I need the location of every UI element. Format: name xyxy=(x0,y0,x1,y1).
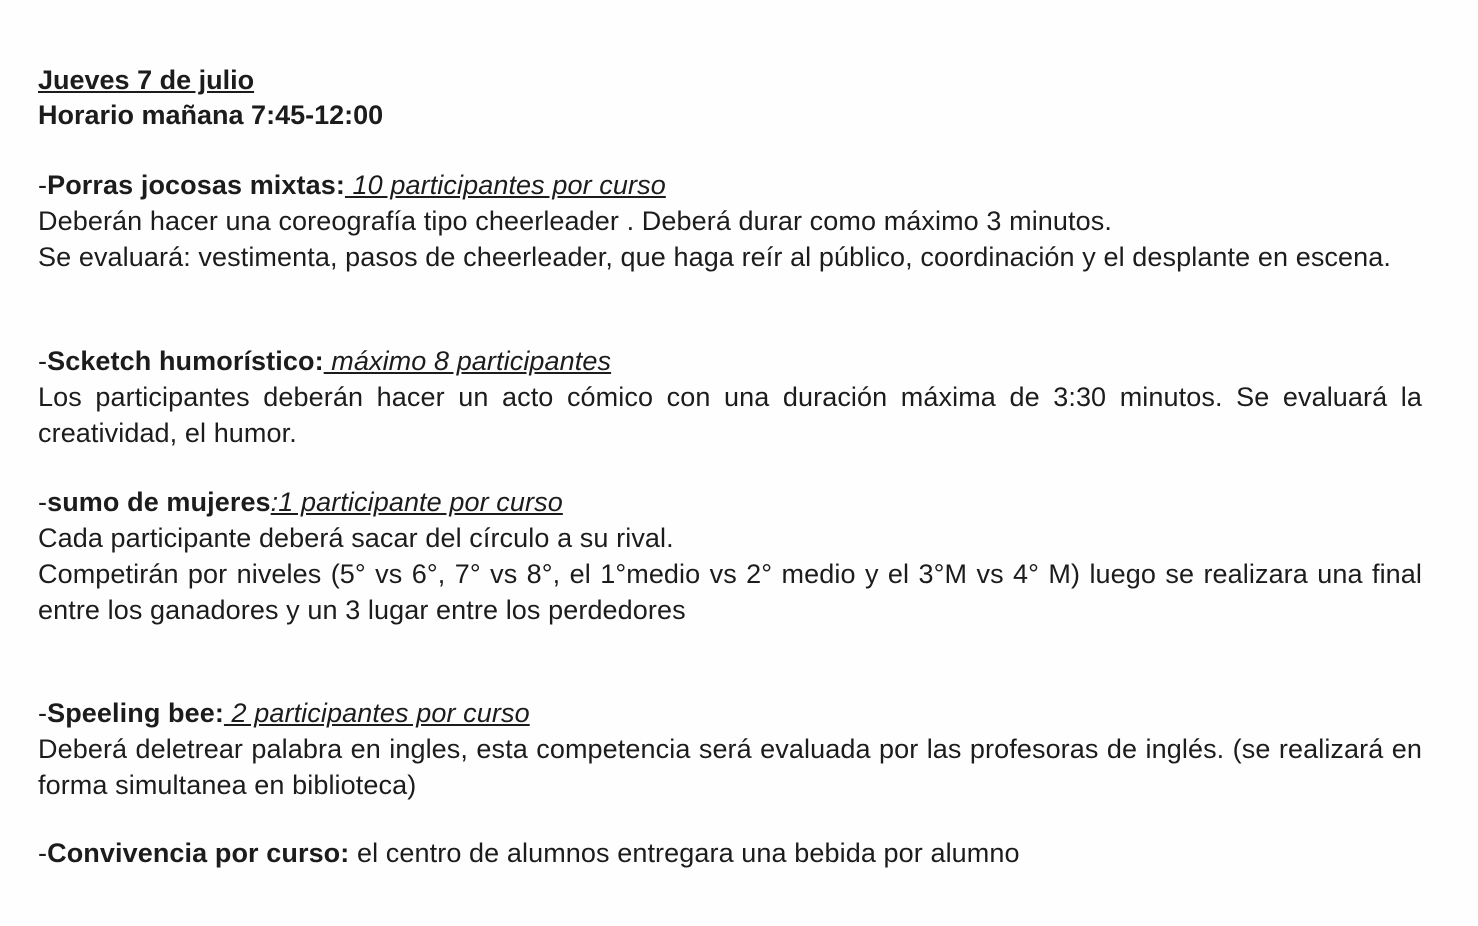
section-description: Competirán por niveles (5° vs 6°, 7° vs 8°, el 1°medio vs 2° medio y el 3°M vs 4° M) luego se realizara una final entre los ganadores y un 3 lugar entre los perdedores xyxy=(38,559,1422,625)
section-title-line xyxy=(38,167,1422,203)
section-prefix: - xyxy=(38,487,48,517)
section-participants: :1 participante por curso xyxy=(270,487,563,517)
section-porras xyxy=(38,167,1422,275)
section-prefix: - xyxy=(38,838,48,868)
section-participants: 2 participantes por curso xyxy=(223,698,530,728)
section-title: Speeling bee: xyxy=(47,698,224,728)
section-description: Cada participante deberá sacar del círculo a su rival. xyxy=(38,523,674,553)
section-title-line xyxy=(38,835,1422,871)
section-note: el centro de alumnos entregara una bebida por alumno xyxy=(349,838,1020,868)
section-description: Deberán hacer una coreografía tipo cheerleader . Deberá durar como máximo 3 minutos. xyxy=(38,206,1112,236)
section-convivencia xyxy=(38,835,1422,871)
section-description: Los participantes deberán hacer un acto cómico con una duración máxima de 3:30 minutos. Se evaluará la creatividad, el humor. xyxy=(38,382,1422,448)
schedule-heading: Horario mañana 7:45-12:00 xyxy=(38,100,384,130)
section-prefix: - xyxy=(38,346,48,376)
section-description: Se evaluará: vestimenta, pasos de cheerleader, que haga reír al público, coordinación y el desplante en escena. xyxy=(38,242,1391,272)
section-title-line xyxy=(38,695,1422,731)
section-spelling-bee xyxy=(38,695,1422,803)
section-title: Convivencia por curso: xyxy=(47,838,350,868)
section-title-line xyxy=(38,343,1422,379)
section-prefix: - xyxy=(38,698,48,728)
document-date-heading: Jueves 7 de julio xyxy=(38,65,255,95)
section-title: sumo de mujeres xyxy=(47,487,271,517)
section-participants: 10 participantes por curso xyxy=(344,170,666,200)
section-participants: máximo 8 participantes xyxy=(323,346,612,376)
section-sketch xyxy=(38,343,1422,451)
section-prefix: - xyxy=(38,170,48,200)
section-title-line xyxy=(38,484,1422,520)
section-sumo xyxy=(38,484,1422,628)
section-description: Deberá deletrear palabra en ingles, esta competencia será evaluada por las profesoras de inglés. (se realizará en forma simultanea en biblioteca) xyxy=(38,734,1422,800)
section-title: Porras jocosas mixtas: xyxy=(47,170,345,200)
section-title: Scketch humorístico: xyxy=(47,346,324,376)
